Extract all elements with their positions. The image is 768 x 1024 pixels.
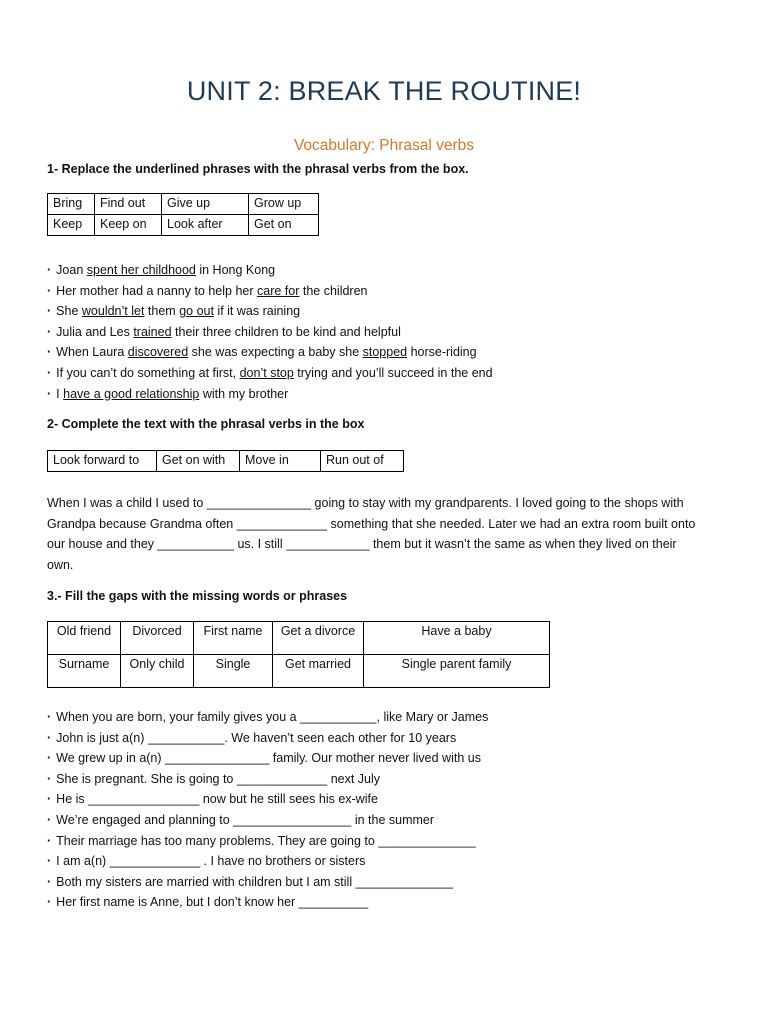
- list-item: · I have a good relationship with my brother: [47, 384, 493, 405]
- list-item: · If you can’t do something at first, don’t stop trying and you’ll succeed in the end: [47, 363, 493, 384]
- list-item: · Joan spent her childhood in Hong Kong: [47, 260, 493, 281]
- exercise-1-list: [47, 260, 493, 404]
- word-box-cell: Get on: [249, 215, 319, 236]
- section-heading: Vocabulary: Phrasal verbs: [293, 137, 475, 154]
- exercise-3-title: 3.- Fill the gaps with the missing words or phrases: [47, 589, 348, 603]
- list-item: · She is pregnant. She is going to _____________ next July: [47, 769, 488, 790]
- exercise-3-word-box: [47, 621, 550, 688]
- word-box-cell: Get on with: [157, 451, 240, 472]
- list-item: · Their marriage has too many problems. They are going to ______________: [47, 831, 488, 852]
- list-item: · He is ________________ now but he still sees his ex-wife: [47, 789, 488, 810]
- list-item: · Her mother had a nanny to help her care for the children: [47, 281, 493, 302]
- list-item: · When you are born, your family gives you a ___________, like Mary or James: [47, 707, 488, 728]
- word-box-cell: Old friend: [48, 622, 121, 655]
- word-box-cell: Find out: [95, 194, 162, 215]
- word-box-cell: Grow up: [249, 194, 319, 215]
- list-item: · She wouldn’t let them go out if it was raining: [47, 301, 493, 322]
- exercise-3-list: [47, 707, 488, 913]
- exercise-1-word-box: [47, 193, 319, 236]
- word-box-cell: Get married: [273, 655, 364, 688]
- text-line: When I was a child I used to _______________ going to stay with my grandparents. I loved going to the shops with: [47, 496, 684, 510]
- list-item: · Her first name is Anne, but I don’t know her __________: [47, 892, 488, 913]
- exercise-2-word-box: [47, 450, 404, 472]
- list-item: · When Laura discovered she was expecting a baby she stopped horse-riding: [47, 342, 493, 363]
- list-item: · Julia and Les trained their three children to be kind and helpful: [47, 322, 493, 343]
- list-item: · We grew up in a(n) _______________ family. Our mother never lived with us: [47, 748, 488, 769]
- word-box-cell: Get a divorce: [273, 622, 364, 655]
- list-item: · Both my sisters are married with children but I am still ______________: [47, 872, 488, 893]
- word-box-cell: Run out of: [321, 451, 404, 472]
- list-item: · We’re engaged and planning to _________________ in the summer: [47, 810, 488, 831]
- text-line: Grandpa because Grandma often _____________ something that she needed. Later we had an extra room built onto: [47, 516, 696, 531]
- word-box-cell: Keep on: [95, 215, 162, 236]
- word-box-cell: Single parent family: [364, 655, 550, 688]
- word-box-cell: Single: [194, 655, 273, 688]
- text-line: our house and they ___________ us. I still ____________ them but it wasn’t the same as when they lived on their: [47, 537, 677, 552]
- word-box-cell: Divorced: [121, 622, 194, 655]
- word-box-cell: Keep: [48, 215, 95, 236]
- word-box-cell: Have a baby: [364, 622, 550, 655]
- word-box-cell: First name: [194, 622, 273, 655]
- text-line: own.: [47, 557, 74, 572]
- word-box-cell: Look forward to: [48, 451, 157, 472]
- word-box-cell: Give up: [162, 194, 249, 215]
- word-box-cell: Look after: [162, 215, 249, 236]
- exercise-1-title: 1- Replace the underlined phrases with the phrasal verbs from the box.: [47, 162, 469, 176]
- word-box-cell: Surname: [48, 655, 121, 688]
- exercise-2-title: 2- Complete the text with the phrasal verbs in the box: [47, 417, 365, 431]
- page-title: UNIT 2: BREAK THE ROUTINE!: [186, 76, 582, 106]
- word-box-cell: Only child: [121, 655, 194, 688]
- list-item: · John is just a(n) ___________. We haven’t seen each other for 10 years: [47, 728, 488, 749]
- exercise-2-text: [47, 493, 727, 575]
- list-item: · I am a(n) _____________ . I have no brothers or sisters: [47, 851, 488, 872]
- word-box-cell: Bring: [48, 194, 95, 215]
- word-box-cell: Move in: [240, 451, 321, 472]
